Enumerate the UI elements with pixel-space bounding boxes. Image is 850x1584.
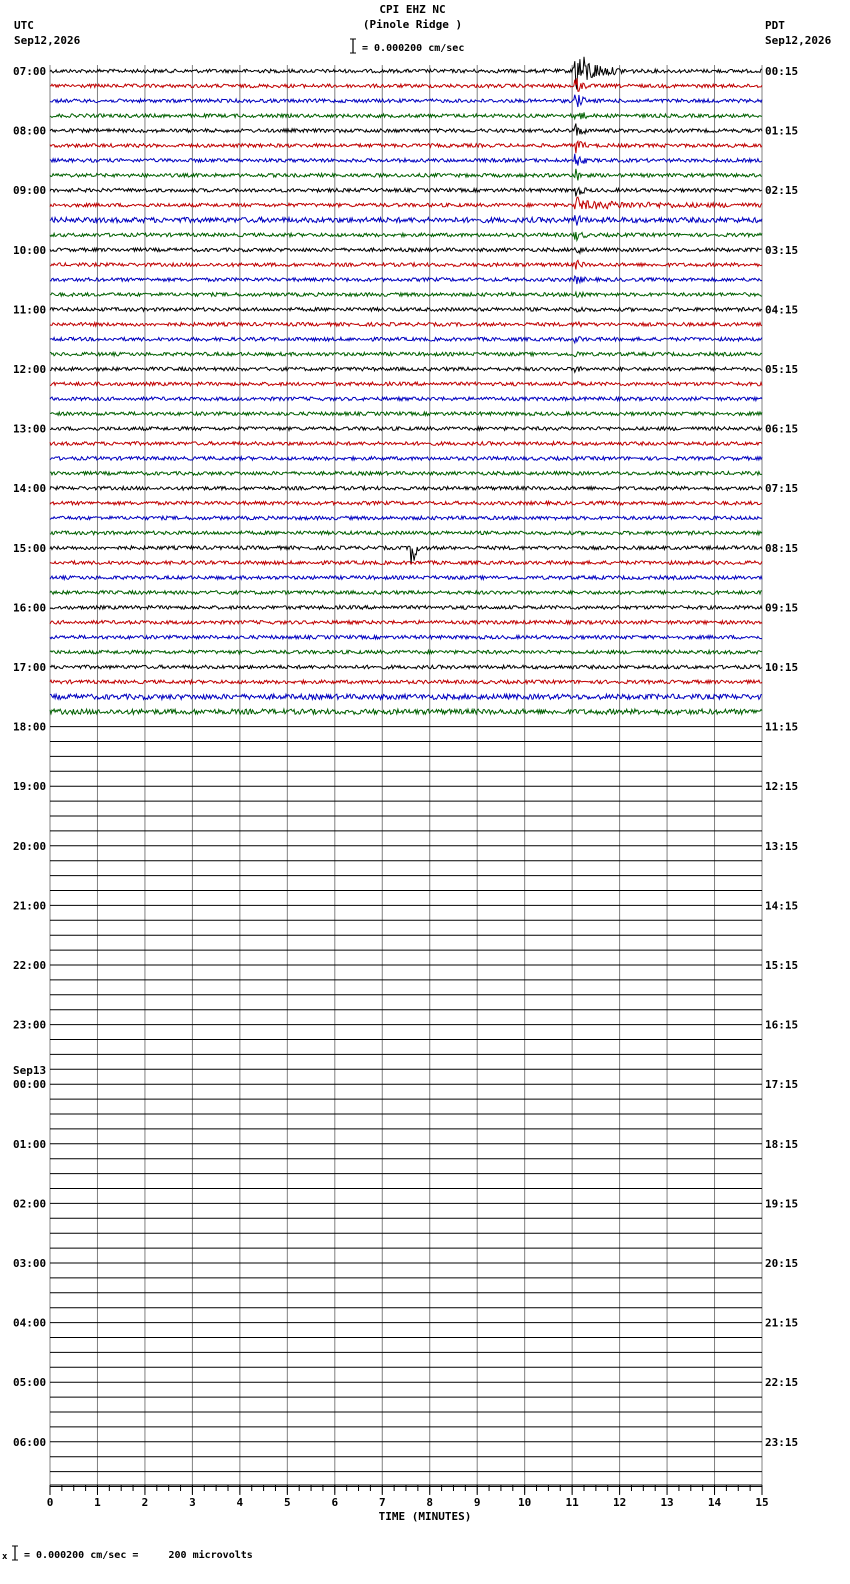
- seismic-trace: [50, 188, 762, 197]
- footer-scale-text: = 0.000200 cm/sec = 200 microvolts: [24, 1550, 253, 1561]
- seismic-trace: [50, 486, 762, 490]
- utc-time-label: 07:00: [13, 65, 47, 78]
- utc-time-label: 14:00: [13, 482, 47, 496]
- utc-time-label: 17:00: [13, 661, 47, 674]
- traces: [50, 57, 762, 715]
- x-tick-label: 12: [612, 1496, 627, 1509]
- utc-date-label: Sep13: [13, 1064, 47, 1078]
- seismic-trace: [50, 516, 762, 520]
- utc-time-label: 13:00: [13, 422, 47, 436]
- x-tick-label: 5: [284, 1496, 291, 1509]
- utc-time-label: 10:00: [13, 243, 47, 257]
- utc-time-label: 20:00: [13, 839, 47, 853]
- seismic-trace: [50, 457, 762, 461]
- utc-time-label: 08:00: [13, 124, 47, 138]
- left-timezone: UTC: [14, 19, 34, 32]
- utc-time-label: 15:00: [13, 541, 47, 555]
- pdt-time-label: 00:15: [765, 65, 799, 78]
- x-tick-label: 0: [46, 1496, 54, 1509]
- seismic-trace: [50, 382, 762, 386]
- seismic-trace: [50, 337, 762, 343]
- pdt-time-label: 04:15: [765, 303, 799, 317]
- pdt-time-label: 12:15: [765, 780, 799, 794]
- x-tick-label: 6: [331, 1496, 339, 1509]
- seismic-trace: [50, 57, 762, 90]
- footer-scale-prefix: x: [2, 1552, 8, 1562]
- x-tick-label: 1: [94, 1496, 101, 1509]
- pdt-time-label: 17:15: [765, 1078, 799, 1092]
- pdt-time-label: 06:15: [765, 422, 799, 436]
- seismic-trace: [50, 635, 762, 639]
- seismic-trace: [50, 561, 762, 565]
- seismic-trace: [50, 650, 762, 654]
- seismic-trace: [50, 276, 762, 284]
- seismic-trace: [50, 709, 762, 714]
- utc-time-label: 16:00: [13, 601, 47, 615]
- utc-time-label: 06:00: [13, 1435, 47, 1449]
- seismic-trace: [50, 427, 762, 431]
- seismic-trace: [50, 412, 762, 416]
- x-tick-label: 11: [565, 1496, 579, 1509]
- seismic-trace: [50, 292, 762, 297]
- x-tick-label: 15: [755, 1496, 769, 1509]
- x-tick-label: 2: [141, 1496, 149, 1509]
- station-location: (Pinole Ridge ): [362, 18, 463, 31]
- seismic-trace: [50, 665, 762, 669]
- pdt-time-label: 11:15: [765, 720, 799, 734]
- seismic-trace: [50, 397, 762, 401]
- right-timezone: PDT: [765, 19, 785, 32]
- utc-time-label: 12:00: [13, 363, 47, 376]
- pdt-time-label: 22:15: [765, 1376, 799, 1390]
- x-tick-label: 8: [426, 1496, 434, 1509]
- seismic-trace: [50, 531, 762, 535]
- pdt-time-label: 20:15: [765, 1257, 799, 1270]
- utc-time-label: 09:00: [13, 184, 47, 198]
- seismic-trace: [50, 322, 762, 327]
- right-date: Sep12,2026: [765, 34, 832, 47]
- seismic-trace: [50, 141, 762, 153]
- pdt-time-label: 02:15: [765, 184, 799, 198]
- utc-time-label: 21:00: [13, 899, 47, 913]
- x-tick-label: 13: [660, 1496, 674, 1509]
- pdt-time-label: 05:15: [765, 363, 799, 376]
- pdt-time-label: 15:15: [765, 959, 799, 972]
- pdt-time-label: 19:15: [765, 1197, 799, 1211]
- utc-time-label: 18:00: [13, 720, 47, 734]
- x-axis: [47, 1485, 769, 1509]
- seismic-trace: [50, 215, 762, 225]
- seismic-trace: [50, 442, 762, 446]
- seismic-trace: [50, 576, 762, 580]
- pdt-time-label: 13:15: [765, 839, 799, 853]
- seismic-trace: [50, 112, 762, 119]
- pdt-time-label: 03:15: [765, 243, 799, 257]
- utc-time-label: 02:00: [13, 1197, 47, 1211]
- utc-time-label: 00:00: [13, 1078, 47, 1092]
- utc-time-label: 23:00: [13, 1018, 47, 1032]
- x-tick-label: 9: [473, 1496, 481, 1509]
- seismic-trace: [50, 169, 762, 181]
- pdt-time-label: 21:15: [765, 1316, 799, 1330]
- utc-time-label: 22:00: [13, 959, 47, 972]
- seismic-trace: [50, 232, 762, 240]
- seismic-trace: [50, 95, 762, 107]
- seismic-trace: [50, 591, 762, 595]
- scale-text: = 0.000200 cm/sec: [362, 43, 465, 54]
- left-date: Sep12,2026: [14, 34, 81, 47]
- utc-time-label: 11:00: [13, 303, 47, 317]
- station-title: CPI EHZ NC: [379, 3, 446, 16]
- pdt-time-label: 01:15: [765, 124, 799, 138]
- utc-time-label: 19:00: [13, 780, 47, 794]
- pdt-time-label: 09:15: [765, 601, 799, 615]
- x-axis-label: TIME (MINUTES): [378, 1510, 472, 1523]
- seismic-trace: [50, 248, 762, 254]
- seismic-trace: [50, 308, 762, 312]
- x-tick-label: 14: [707, 1496, 722, 1509]
- seismic-trace: [50, 78, 762, 91]
- seismic-trace: [50, 260, 762, 269]
- x-tick-label: 4: [236, 1496, 244, 1509]
- utc-time-label: 03:00: [13, 1257, 47, 1270]
- utc-time-label: 04:00: [13, 1316, 47, 1330]
- utc-time-label: 05:00: [13, 1376, 47, 1390]
- x-tick-label: 7: [378, 1496, 386, 1509]
- seismic-trace: [50, 621, 762, 625]
- seismic-trace: [50, 352, 762, 357]
- pdt-time-label: 08:15: [765, 541, 799, 555]
- seismic-trace: [50, 124, 762, 136]
- seismic-trace: [50, 472, 762, 476]
- x-tick-label: 10: [518, 1496, 532, 1509]
- seismic-trace: [50, 197, 762, 209]
- utc-time-label: 01:00: [13, 1137, 47, 1151]
- pdt-time-label: 16:15: [765, 1018, 799, 1032]
- seismic-trace: [50, 501, 762, 505]
- seismic-trace: [50, 680, 762, 684]
- seismic-trace: [50, 367, 762, 373]
- footer-scale-bar-icon: [10, 1545, 20, 1561]
- pdt-time-label: 14:15: [765, 899, 799, 913]
- pdt-time-label: 23:15: [765, 1435, 799, 1449]
- seismic-trace: [50, 154, 762, 166]
- pdt-time-label: 10:15: [765, 661, 799, 674]
- pdt-time-label: 18:15: [765, 1137, 799, 1151]
- seismic-trace: [50, 606, 762, 610]
- pdt-time-label: 07:15: [765, 482, 799, 496]
- seismic-trace: [50, 694, 762, 699]
- x-tick-label: 3: [189, 1496, 196, 1509]
